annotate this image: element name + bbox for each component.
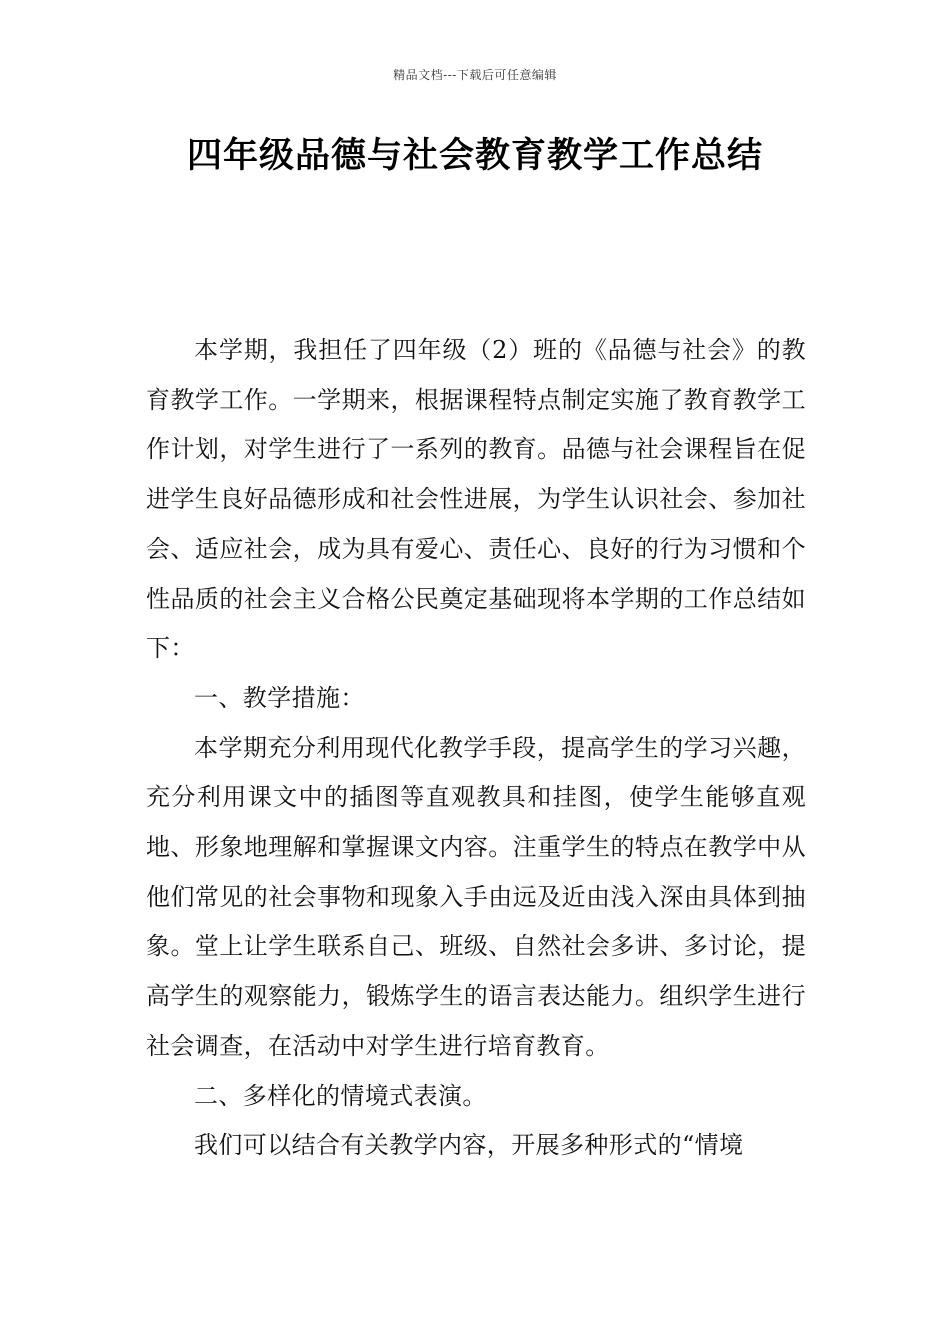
section-heading-situational-performance: 二、多样化的情境式表演。 — [194, 1081, 487, 1110]
section-heading-teaching-measures: 一、教学措施： — [194, 683, 365, 712]
document-body — [146, 326, 806, 1171]
paragraph-situational-performance: 我们可以结合有关教学内容，开展多种形式的“情境 — [194, 1131, 744, 1160]
paragraph-teaching-measures: 本学期充分利用现代化教学手段，提高学生的学习兴趣，充分利用课文中的插图等直观教具和挂图，使学生能够直观地、形象地理解和掌握课文内容。注重学生的特点在教学中从他们常见的社会事物和现象入手由远及近由浅入深由具体到抽象。堂上让学生联系自己、班级、自然社会多讲、多讨论，提高学生的观察能力，锻炼学生的语言表达能力。组织学生进行社会调查，在活动中对学生进行培育教育。 — [146, 733, 806, 1060]
paragraph-intro: 本学期，我担任了四年级（2）班的《品德与社会》的教育教学工作。一学期来，根据课程特点制定实施了教育教学工作计划，对学生进行了一系列的教育。品德与社会课程旨在促进学生良好品德形成和社会性进展，为学生认识社会、参加社会、适应社会，成为具有爱心、责任心、良好的行为习惯和个性品质的社会主义合格公民奠定基础现将本学期的工作总结如下： — [146, 336, 806, 663]
document-title: 四年级品德与社会教育教学工作总结 — [186, 136, 763, 176]
document-header-note: 精品文档---下载后可任意编辑 — [393, 68, 557, 82]
